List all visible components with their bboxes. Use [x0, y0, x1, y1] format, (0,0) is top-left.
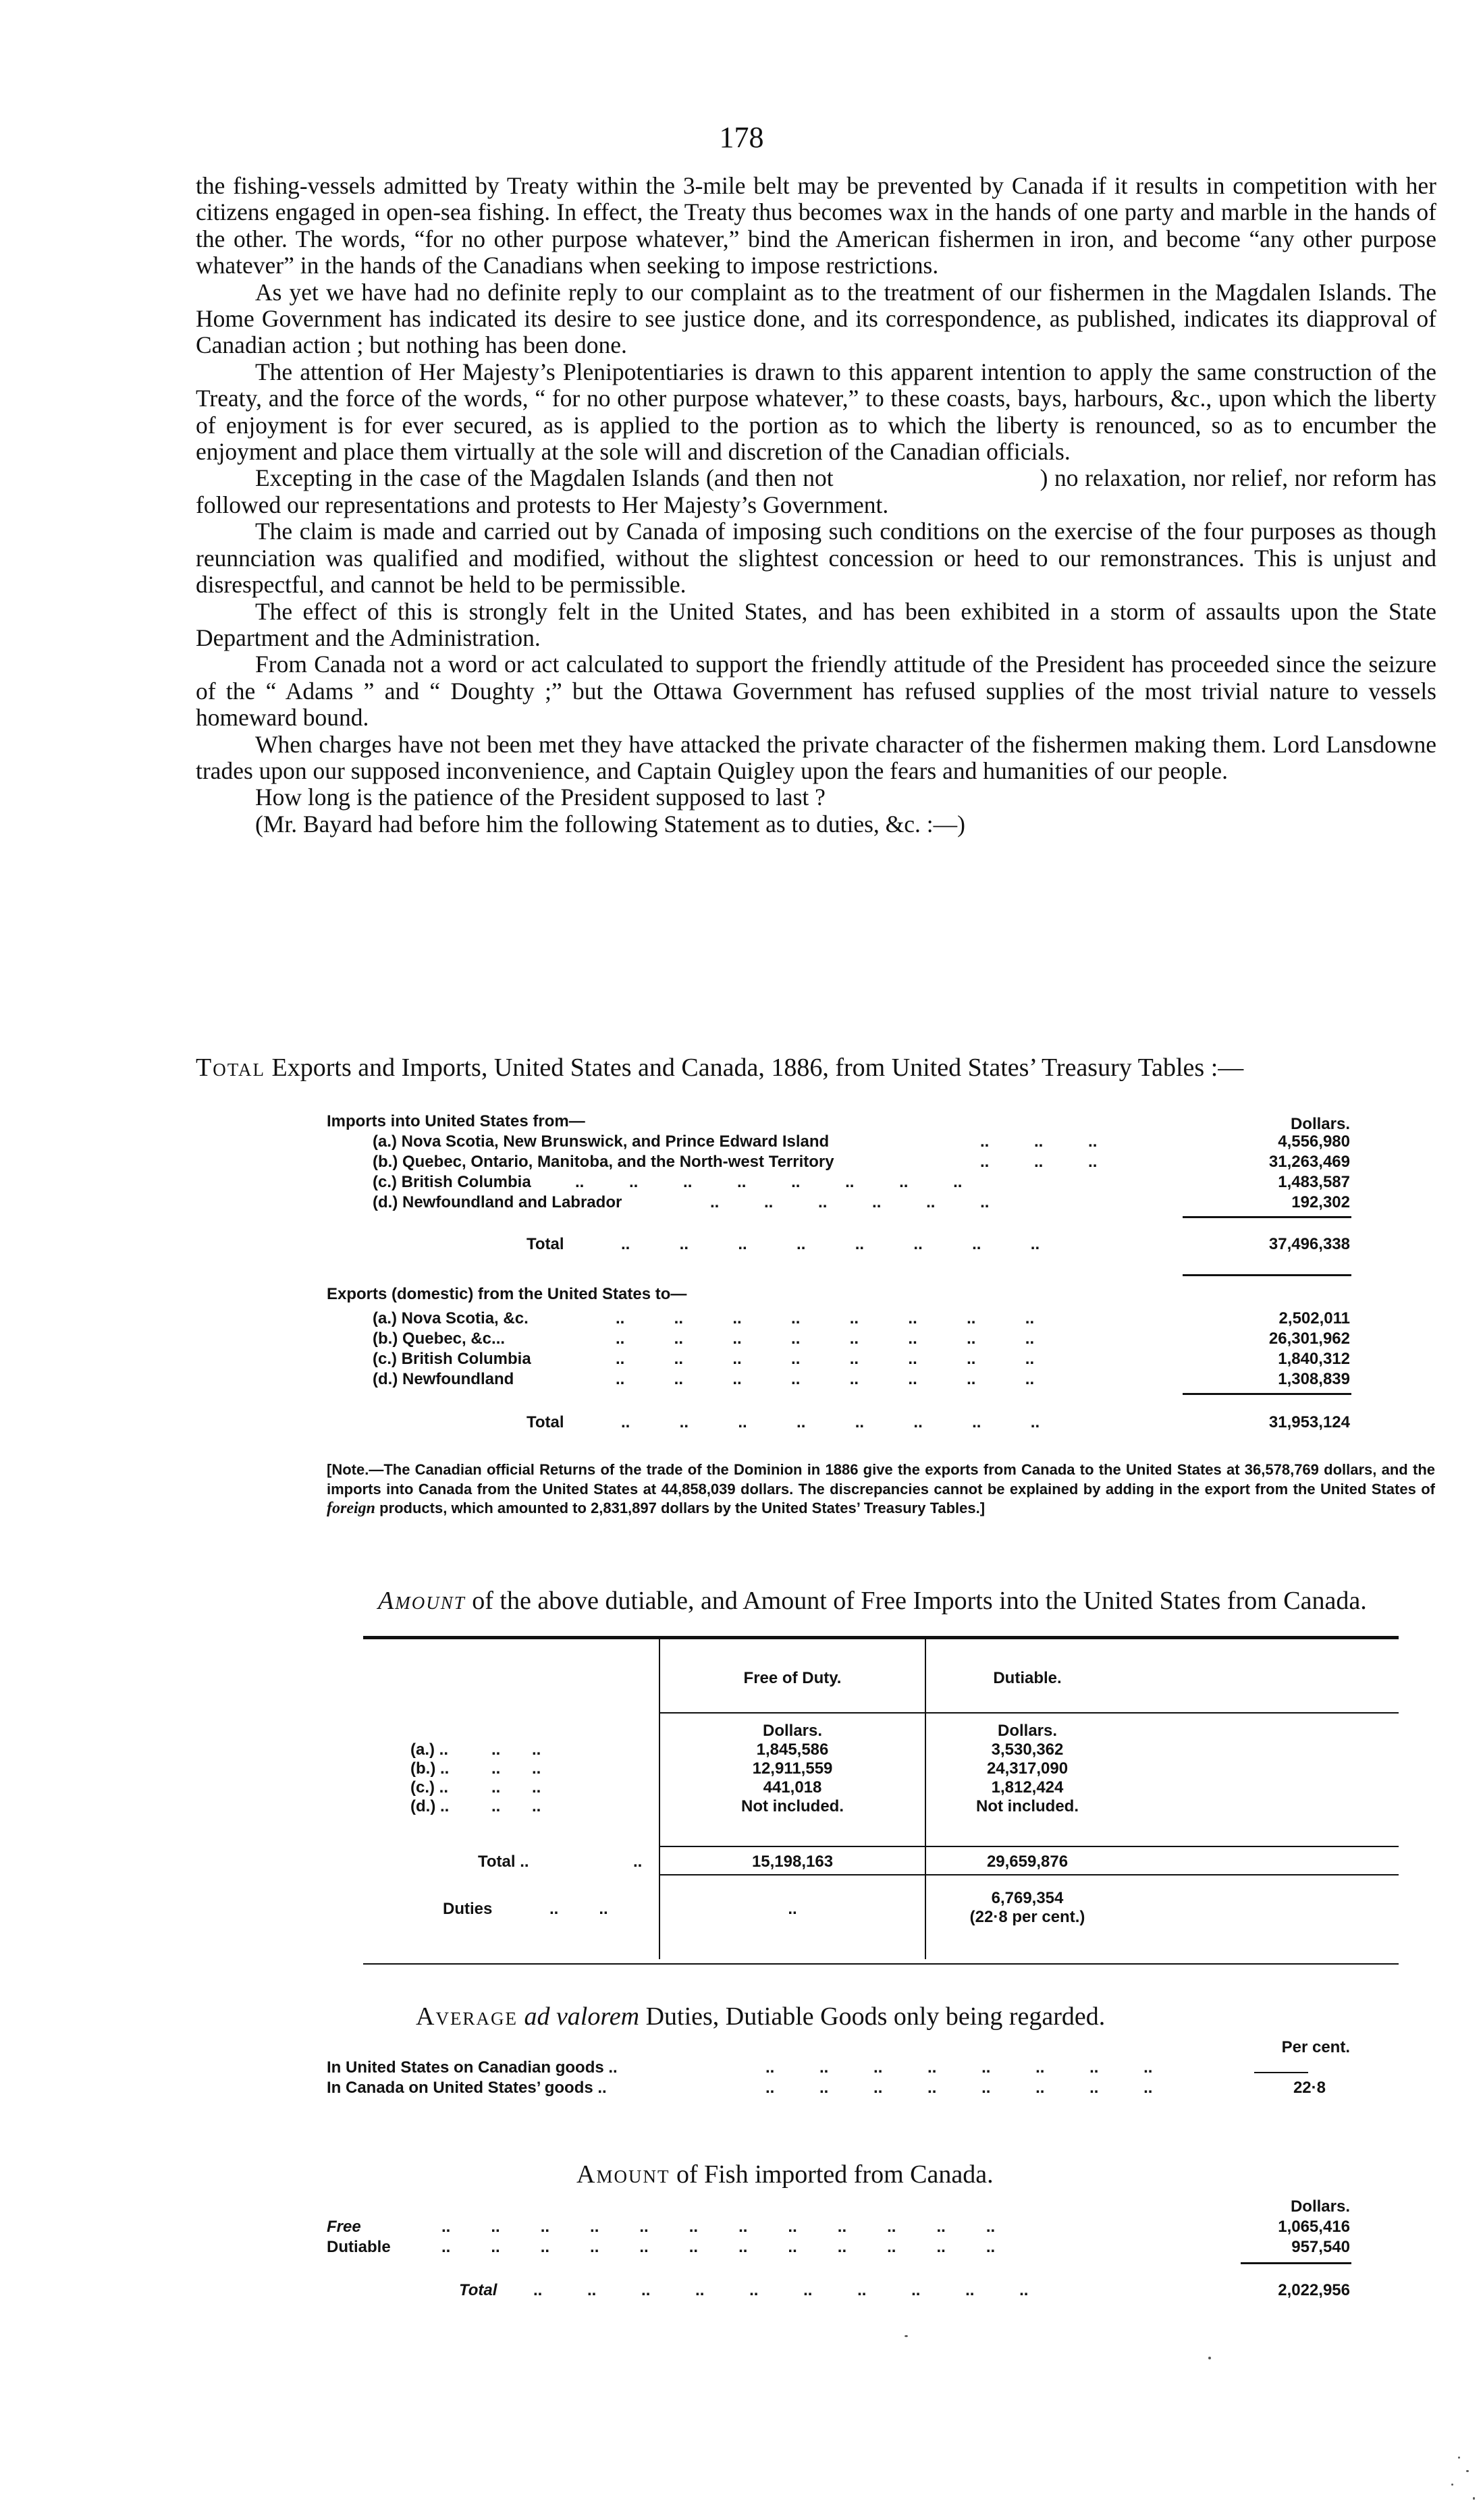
row-value: 22·8	[1293, 2079, 1326, 2097]
paragraph: As yet we have had no definite reply to our complaint as to the treatment of our fishermen in the Magdalen Islands. The Home Government has indicated its desire to see justice done, and its correspondence, as published, indicates its diapproval of Canadian action ; but nothing has been done.	[196, 278, 1436, 359]
scan-speck	[1451, 2484, 1453, 2486]
totals-title-rest: Exports and Imports, United States and Canada, 1886, from United States’ Treasury Tables :—	[265, 1053, 1244, 1082]
table-row: (d.) Newfoundland .. .. .. .. .. .. .. .. 1,308,839	[373, 1370, 1350, 1388]
value-rule	[1254, 2072, 1308, 2073]
page-number: 178	[719, 121, 764, 154]
unit-label: Dollars.	[997, 1722, 1058, 1740]
totals-title-smallcaps: Total	[196, 1053, 266, 1082]
dutiable-value: 24,317,090	[986, 1759, 1069, 1778]
table-row: (c.) British Columbia .. .. .. .. .. .. .. .. 1,483,587	[373, 1173, 1350, 1191]
free-value: Not included.	[741, 1797, 844, 1815]
row-label: (b.) ..	[410, 1759, 450, 1778]
imports-heading-text: Imports into United States from—	[327, 1112, 585, 1130]
row-value: 26,301,962	[1268, 1330, 1350, 1348]
subtotal-rule	[1241, 2262, 1351, 2264]
scan-speck	[1458, 2457, 1460, 2459]
row-value: 1,308,839	[1278, 1370, 1350, 1388]
unit-label: Dollars.	[1290, 2197, 1350, 2216]
unit-label: Per cent.	[1281, 2038, 1350, 2056]
scan-speck	[1208, 2357, 1211, 2359]
row-label: (d.) ..	[410, 1797, 450, 1815]
table-row-total: Total .. .. .. .. .. .. .. .. 37,496,338	[527, 1235, 1350, 1253]
scan-speck	[1473, 2497, 1475, 2500]
paragraph: When charges have not been met they have attacked the private character of the fishermen making them. Lord Lansdowne trades upon our supposed inconvenience, and Captain Quigley upon the fears and humanities of our people.	[196, 730, 1436, 784]
scan-speck	[1466, 2470, 1469, 2472]
table-row: Dutiable .. .. .. .. .. .. .. .. .. .. .. .. 957,540	[327, 2238, 1350, 2256]
row-label: (b.) Quebec, Ontario, Manitoba, and the North-west Territory	[373, 1153, 834, 1171]
row-value: 192,302	[1291, 1193, 1350, 1211]
fish-table-title	[576, 2160, 994, 2189]
table-row: (a.) Nova Scotia, New Brunswick, and Prince Edward Island .. .. .. 4,556,980	[373, 1132, 1350, 1151]
total-label: Total	[459, 2281, 497, 2299]
body-text	[196, 172, 1442, 838]
total-dutiable: 29,659,876	[986, 1853, 1069, 1871]
duties-dots: .. ..	[549, 1900, 608, 1918]
table-row: (d.) Newfoundland and Labrador .. .. .. .. .. .. 192,302	[373, 1193, 1350, 1211]
average-title-smallcaps: Average	[416, 2002, 518, 2031]
row-label: In United States on Canadian goods ..	[327, 2058, 618, 2077]
paragraph: From Canada not a word or act calculated to support the friendly attitude of the President has proceeded since the seizure of the “ Adams ” and “ Doughty ;” but the Ottawa Government has refused supplies of the most trivial nature to vessels homeward bound.	[196, 651, 1436, 732]
unit-label: Dollars.	[762, 1722, 823, 1740]
footnote	[327, 1460, 1435, 1518]
total-label: Total	[527, 1235, 564, 1253]
total-free: 15,198,163	[751, 1853, 834, 1871]
table-row-total: Total .. .. .. .. .. .. .. .. .. .. 2,022,956	[459, 2281, 1350, 2299]
duties-free: ..	[788, 1900, 797, 1918]
dutiable-title-smallcaps: Amount	[378, 1587, 466, 1615]
total-label: Total ..	[478, 1853, 529, 1871]
row-label: (a.) Nova Scotia, &c.	[373, 1309, 529, 1327]
total-rule	[659, 1846, 1399, 1847]
row-value: 2,502,011	[1278, 1309, 1350, 1327]
row-label: In Canada on United States’ goods ..	[327, 2079, 607, 2097]
unit-label: Dollars.	[1290, 1115, 1350, 1133]
dutiable-value: 1,812,424	[991, 1778, 1064, 1797]
total-value: 2,022,956	[1278, 2281, 1350, 2299]
row-label: (c.) ..	[410, 1778, 449, 1797]
average-table-title	[416, 2002, 1105, 2031]
paragraph: The effect of this is strongly felt in the United States, and has been exhibited in a storm of assaults upon the State Department and the Administration.	[196, 597, 1436, 651]
subtotal-rule	[1183, 1393, 1351, 1395]
table-row: In United States on Canadian goods .. .. .. .. .. .. .. .. ..	[327, 2058, 1153, 2077]
average-title-rest: Duties, Dutiable Goods only being regarded.	[639, 2002, 1106, 2031]
total-value: 31,953,124	[1268, 1413, 1350, 1431]
total-value: 37,496,338	[1268, 1235, 1350, 1253]
dutiable-table-title	[378, 1586, 1367, 1616]
row-value: 1,065,416	[1278, 2218, 1350, 2236]
total-dots: ..	[633, 1853, 643, 1871]
row-label: Dutiable	[327, 2238, 391, 2256]
paragraph: The claim is made and carried out by Canada of imposing such conditions on the exercise of the four purposes as though reunnciation was qualified and modified, without the slightest concession or heed to our remonstrances. This is unjust and disrespectful, and cannot be held to be permissible.	[196, 518, 1436, 599]
duties-label: Duties	[443, 1900, 493, 1918]
row-value: 1,840,312	[1278, 1350, 1350, 1368]
row-value: 1,483,587	[1278, 1173, 1350, 1191]
free-value: 1,845,586	[756, 1741, 829, 1759]
row-value: 957,540	[1291, 2238, 1350, 2256]
fish-title-rest: of Fish imported from Canada.	[670, 2160, 994, 2189]
row-value: 31,263,469	[1268, 1153, 1350, 1171]
column-header-free: Free of Duty.	[743, 1669, 842, 1687]
table-row: (a.) Nova Scotia, &c. .. .. .. .. .. .. .. .. 2,502,011	[373, 1309, 1350, 1327]
row-label: (c.) British Columbia	[373, 1350, 531, 1368]
paragraph: How long is the patience of the President supposed to last ?	[255, 784, 826, 811]
exports-heading-text: Exports (domestic) from the United States to—	[327, 1285, 687, 1303]
row-value: 4,556,980	[1278, 1132, 1350, 1151]
dutiable-title-rest: of the above dutiable, and Amount of Free Imports into the United States from Canada.	[465, 1587, 1367, 1615]
paragraph: (Mr. Bayard had before him the following Statement as to duties, &c. :—)	[255, 810, 965, 838]
footnote-part1: [Note.—The Canadian official Returns of the trade of the Dominion in 1886 give the exports from Canada to the United States at 36,578,769 dollars, and the imports into Canada from the United States at 44,858,039 dollars. The discrepancies cannot be explained by adding in the export from the United States of	[327, 1461, 1435, 1498]
scan-speck	[905, 2335, 908, 2337]
average-title-italic: ad valorem	[517, 2002, 640, 2031]
average-unit	[1215, 2038, 1350, 2058]
table-row: (b.) Quebec, &c... .. .. .. .. .. .. .. .. 26,301,962	[373, 1330, 1350, 1348]
row-dots: .. .. .. .. .. .. .. ..	[491, 1741, 541, 1815]
row-label: Free	[327, 2218, 361, 2236]
table-row: (b.) Quebec, Ontario, Manitoba, and the North-west Territory .. .. .. 31,263,469	[373, 1153, 1350, 1171]
row-label: (a.) ..	[410, 1741, 449, 1759]
table-row: In Canada on United States’ goods .. .. .. .. .. .. .. .. .. 22·8	[327, 2079, 1326, 2097]
duties-value: 6,769,354	[991, 1889, 1064, 1907]
paragraph: The attention of Her Majesty’s Plenipotentiaries is drawn to this apparent intention to apply the same construction of the Treaty, and the force of the words, “ for no other purpose whatever,” to these coasts, bays, harbours, &c., upon which the liberty of enjoyment is for ever secured, as is applied to the portion as to which the liberty is renounced, so as to encumber the enjoyment and place them virtually at the sole will and discretion of the Canadian officials.	[196, 358, 1436, 466]
row-label: (b.) Quebec, &c...	[373, 1330, 506, 1348]
total-rule	[659, 1874, 1399, 1875]
table-row: (c.) British Columbia .. .. .. .. .. .. .. .. 1,840,312	[373, 1350, 1350, 1368]
footnote-part2: products, which amounted to 2,831,897 dollars by the United States’ Treasury Tables.]	[375, 1500, 986, 1516]
row-label: (c.) British Columbia	[373, 1173, 531, 1191]
total-rule	[1183, 1274, 1351, 1276]
table-row-total: Total .. .. .. .. .. .. .. .. 31,953,124	[527, 1413, 1350, 1431]
totals-table-title	[196, 1053, 1243, 1083]
footnote-italic: foreign	[327, 1500, 375, 1517]
free-value: 12,911,559	[752, 1759, 833, 1778]
dutiable-table	[363, 1636, 1399, 1965]
duties-percent: (22·8 per cent.)	[969, 1908, 1085, 1926]
table-row: Free .. .. .. .. .. .. .. .. .. .. .. .. 1,065,416	[327, 2218, 1350, 2236]
row-label: (d.) Newfoundland	[373, 1370, 514, 1388]
dutiable-value: Not included.	[976, 1797, 1079, 1815]
free-value: 441,018	[763, 1778, 822, 1797]
dutiable-value: 3,530,362	[991, 1741, 1064, 1759]
header-rule	[659, 1712, 1399, 1714]
row-label: (d.) Newfoundland and Labrador	[373, 1193, 622, 1211]
total-label: Total	[527, 1413, 564, 1431]
fish-unit	[1215, 2197, 1350, 2218]
fish-title-smallcaps: Amount	[576, 2160, 670, 2189]
row-label: (a.) Nova Scotia, New Brunswick, and Prince Edward Island	[373, 1132, 830, 1151]
paragraph: the fishing-vessels admitted by Treaty within the 3-mile belt may be prevented by Canada if it results in competition with her citizens engaged in open-sea fishing. In effect, the Treaty thus becomes wax in the hands of one party and marble in the hands of the other. The words, “for no other purpose whatever,” bind the American fishermen in iron, and become “any other purpose whatever” in the hands of the Canadians when seeking to impose restrictions.	[196, 172, 1436, 279]
subtotal-rule	[1183, 1216, 1351, 1218]
column-header-dutiable: Dutiable.	[993, 1669, 1062, 1687]
paragraph: Excepting in the case of the Magdalen Islands (and then not ) no relaxation, nor relief, nor reform has followed our representations and protests to Her Majesty’s Government.	[196, 464, 1442, 518]
